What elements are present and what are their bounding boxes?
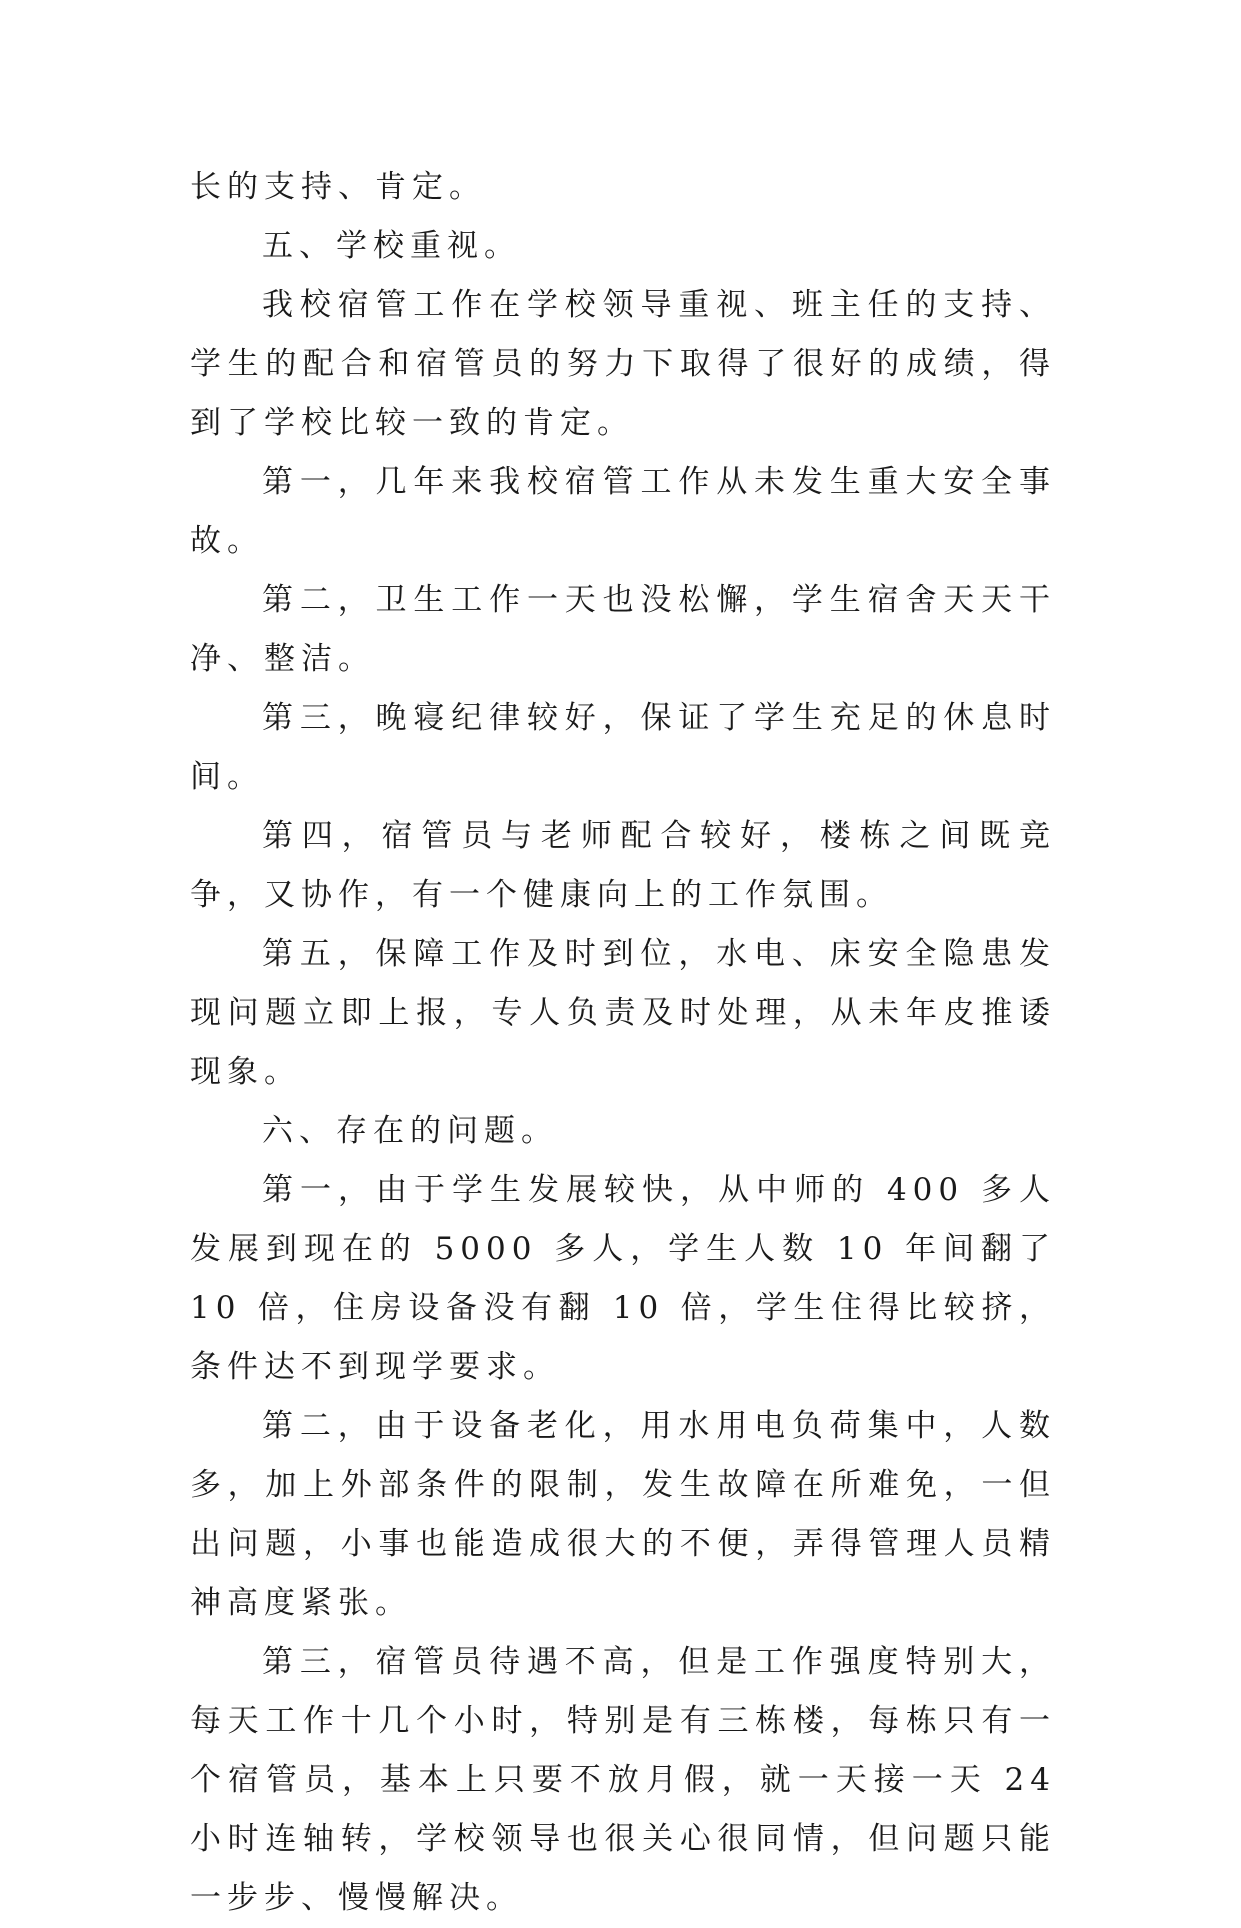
section-heading-six: 六、存在的问题。: [262, 1113, 558, 1149]
paragraph-problem-1: 第一，由于学生发展较快，从中师的 400 多人发展到现在的 5000 多人，学生人数 10 年间翻了 10 倍，住房设备没有翻 10 倍，学生住得比较挤，条件达不到现学要求。: [190, 1172, 1056, 1385]
paragraph-point-1: 第一，几年来我校宿管工作从未发生重大安全事故。: [190, 464, 1056, 559]
document-body: [190, 158, 1056, 1928]
paragraph-problem-3: 第三，宿管员待遇不高，但是工作强度特别大，每天工作十几个小时，特别是有三栋楼，每栋只有一个宿管员，基本上只要不放月假，就一天接一天 24 小时连轴转，学校领导也很关心很同情，但问题只能一步步、慢慢解决。: [190, 1644, 1056, 1916]
paragraph-point-4: 第四，宿管员与老师配合较好，楼栋之间既竞争，又协作，有一个健康向上的工作氛围。: [190, 818, 1056, 913]
paragraph-point-2: 第二，卫生工作一天也没松懈，学生宿舍天天干净、整洁。: [190, 582, 1056, 677]
section-heading-five: 五、学校重视。: [262, 228, 521, 264]
paragraph-point-3: 第三，晚寝纪律较好，保证了学生充足的休息时间。: [190, 700, 1056, 795]
paragraph-summary: 我校宿管工作在学校领导重视、班主任的支持、学生的配合和宿管员的努力下取得了很好的成绩，得到了学校比较一致的肯定。: [190, 287, 1056, 441]
paragraph-problem-2: 第二，由于设备老化，用水用电负荷集中，人数多，加上外部条件的限制，发生故障在所难免，一但出问题，小事也能造成很大的不便，弄得管理人员精神高度紧张。: [190, 1408, 1056, 1621]
paragraph-continuation: 长的支持、肯定。: [190, 169, 486, 205]
paragraph-point-5: 第五，保障工作及时到位，水电、床安全隐患发现问题立即上报，专人负责及时处理，从未年皮推诿现象。: [190, 936, 1056, 1090]
